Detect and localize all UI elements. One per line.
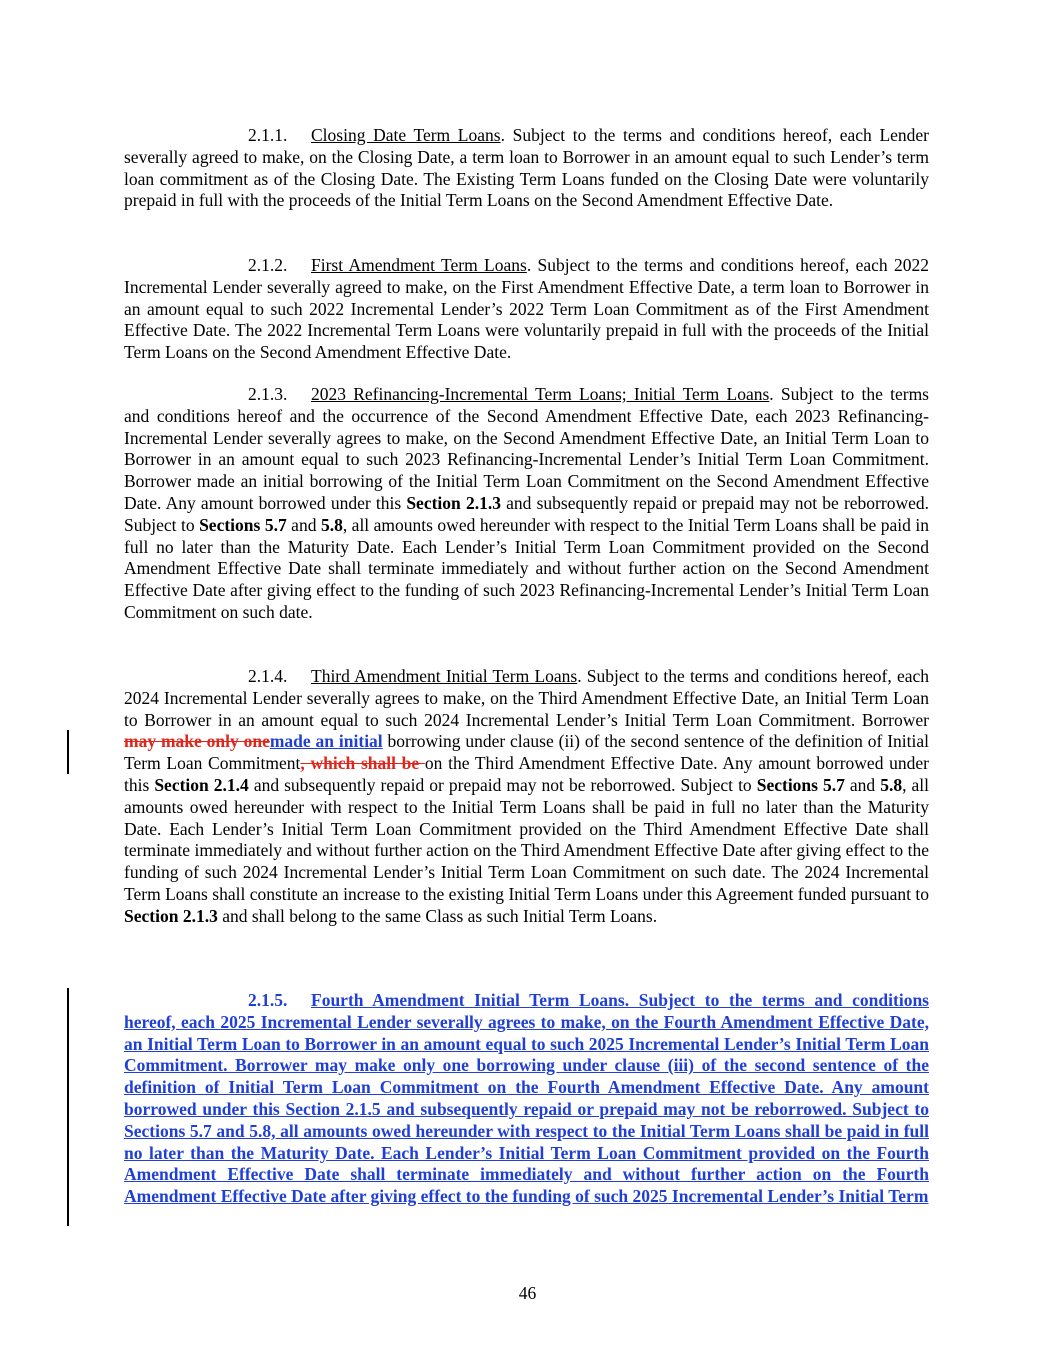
section-text: , all amounts owed hereunder with respect to the Initial Term Loans shall be paid in full no later than the Maturity Date. Each Lender’s Initial Term Loan Commitment provided on the Third Amendment Effective Date shall terminate immediately and without further action on the Third Amendment Effective Date after giving effect to the funding of such 2024 Incremental Lender’s Initial Term Loan Commitment on such date. The 2024 Incremental Term Loans shall constitute an increase to the existing Initial Term Loans under this Agreement funded pursuant to [124, 774, 929, 904]
section-reference: 5.8 [320, 514, 343, 535]
section-reference: Sections 5.7 [756, 774, 845, 795]
section-heading: 2023 Refinancing-Incremental Term Loans; Initial Term Loans [311, 384, 770, 404]
section-reference: Section 2.1.3 [124, 905, 218, 926]
inserted-text: made an initial [269, 731, 383, 752]
section-text: . Subject to the terms and conditions hereof and the occurrence of the Second Amendment Effective Date, each 2023 Refinancing-Incremental Lender severally agrees to make, on the Second Amendment Effective Date, an Initial Term Loan to Borrower in an amount equal to such 2023 Refinancing-Incremental Lender’s Initial Term Loan Commitment. Borrower made an initial borrowing of the Initial Term Loan Commitment on the Second Amendment Effective Date. Any amount borrowed under this [124, 384, 929, 513]
change-bar [67, 988, 69, 1226]
section-2-1-2 [124, 255, 929, 364]
inserted-section-text: Fourth Amendment Initial Term Loans. Subject to the terms and conditions hereof, each 2025 Incremental Lender severally agrees to make, on the Fourth Amendment Effective Date, an Initial Term Loan to Borrower in an amount equal to such 2025 Incremental Lender’s Initial Term Loan Commitment. Borrower may make only one borrowing under clause (iii) of the second sentence of the definition of Initial Term Loan Commitment on the Fourth Amendment Effective Date. Any amount borrowed under this Section 2.1.5 and subsequently repaid or prepaid may not be reborrowed. Subject to Sections 5.7 and 5.8, all amounts owed hereunder with respect to the Initial Term Loans shall be paid in full no later than the Maturity Date. Each Lender’s Initial Term Loan Commitment provided on the Fourth Amendment Effective Date shall terminate immediately and without further action on the Fourth Amendment Effective Date after giving effect to the funding of such 2025 Incremental Lender’s Initial Term [124, 990, 929, 1207]
section-2-1-4 [124, 666, 929, 928]
section-number: 2.1.1. [248, 125, 288, 145]
section-body: . Subject to the terms and conditions hereof, each 2022 Incremental Lender severally agreed to make, on the First Amendment Effective Date, a term loan to Borrower in an amount equal to such 2022 Incremental Lender’s 2022 Term Loan Commitment as of the First Amendment Effective Date. The 2022 Incremental Term Loans were voluntarily prepaid in full with the proceeds of the Initial Term Loans on the Second Amendment Effective Date. [124, 255, 929, 363]
section-text: and [286, 514, 321, 535]
section-text: . Subject to the terms and conditions hereof, each 2024 Incremental Lender severally agrees to make, on the Third Amendment Effective Date, an Initial Term Loan to Borrower in an amount equal to such 2024 Incremental Lender’s Initial Term Loan Commitment. Borrower [124, 666, 929, 730]
deleted-text: may make only one [124, 731, 270, 752]
section-reference: Section 2.1.3 [406, 492, 501, 513]
section-number: 2.1.5. [248, 990, 288, 1010]
section-heading: Closing Date Term Loans [311, 125, 501, 145]
change-bar [67, 730, 69, 774]
section-2-1-5 [124, 990, 929, 1208]
section-text: , all amounts owed hereunder with respect to the Initial Term Loans shall be paid in full no later than the Maturity Date. Each Lender’s Initial Term Loan Commitment provided on the Second Amendment Effective Date shall terminate immediately and without further action on the Second Amendment Effective Date after giving effect to the funding of such 2023 Refinancing-Incremental Lender’s Initial Term Loan Commitment on such date. [124, 514, 929, 622]
section-text: on the Third Amendment Effective Date. Any amount borrowed under this [124, 753, 930, 795]
section-text: and [844, 774, 881, 795]
section-text: and subsequently repaid or prepaid may not be reborrowed. Subject to [124, 492, 929, 535]
section-body: . Subject to the terms and conditions hereof, each Lender severally agreed to make, on the Closing Date, a term loan to Borrower in an amount equal to such Lender’s term loan commitment as of the Closing Date. The Existing Term Loans funded on the Closing Date were voluntarily prepaid in full with the proceeds of the Initial Term Loans on the Second Amendment Effective Date. [124, 125, 930, 211]
section-text: borrowing under clause (ii) of the second sentence of the definition of Initial Term Loan Commitment [124, 731, 929, 774]
section-heading: Third Amendment Initial Term Loans [311, 666, 578, 686]
section-number: 2.1.3. [248, 384, 288, 404]
section-number: 2.1.2. [248, 255, 288, 275]
section-heading: First Amendment Term Loans [311, 255, 527, 275]
section-text: and shall belong to the same Class as such Initial Term Loans. [217, 905, 658, 926]
section-2-1-3 [124, 384, 929, 624]
deleted-text: , which shall be [300, 753, 425, 774]
page-number: 46 [518, 1283, 537, 1303]
section-number: 2.1.4. [248, 666, 288, 686]
section-reference: Section 2.1.4 [154, 774, 249, 795]
section-reference: 5.8 [880, 774, 903, 795]
section-2-1-1 [124, 125, 929, 212]
section-reference: Sections 5.7 [199, 514, 287, 535]
section-text: and subsequently repaid or prepaid may not be reborrowed. Subject to [248, 774, 757, 795]
